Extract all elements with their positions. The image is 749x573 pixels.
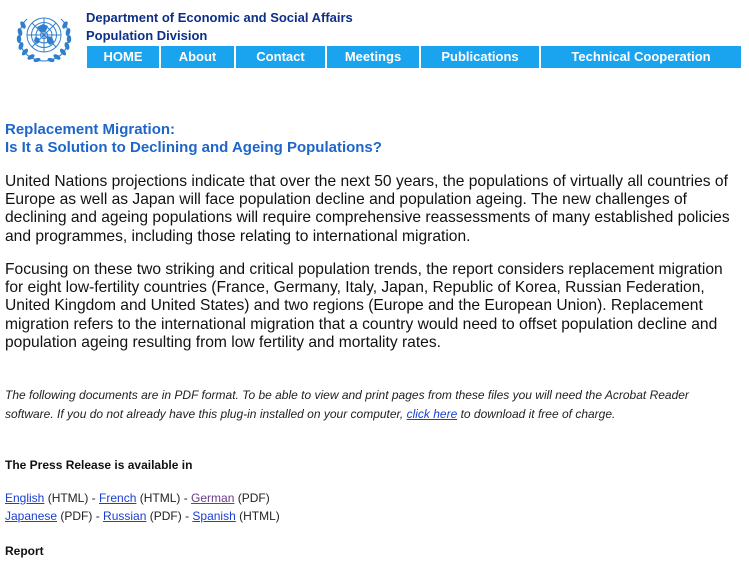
nav-contact[interactable]: Contact	[236, 46, 325, 68]
pdf-note-text: The following documents are in PDF format. To be able to view and print pages from these files you will need the Acrobat Reader software. If you do not already have this plug-in installed on your computer,	[5, 388, 689, 421]
press-release-links-row2	[5, 508, 280, 525]
nav-home[interactable]: HOME	[87, 46, 159, 68]
press-release-heading: The Press Release is available in	[5, 458, 193, 472]
press-japanese-link[interactable]: Japanese	[5, 509, 58, 523]
report-heading: Report	[5, 544, 44, 558]
press-japanese-format: (PDF) -	[57, 509, 104, 523]
press-english-link[interactable]: English	[5, 491, 45, 505]
pdf-format-note	[5, 386, 740, 423]
department-name: Department of Economic and Social Affairs	[86, 10, 353, 25]
press-spanish-format: (HTML)	[235, 509, 280, 523]
press-release-links-row1	[5, 490, 270, 507]
press-german-link[interactable]: German	[191, 491, 235, 505]
nav-technical-cooperation[interactable]: Technical Cooperation	[541, 46, 741, 68]
nav-meetings[interactable]: Meetings	[327, 46, 419, 68]
press-french-format: (HTML) -	[136, 491, 192, 505]
press-english-format: (HTML) -	[44, 491, 100, 505]
press-german-format: (PDF)	[234, 491, 270, 505]
nav-publications[interactable]: Publications	[421, 46, 539, 68]
page-title-line2: Is It a Solution to Declining and Ageing Populations?	[5, 139, 382, 156]
press-russian-link[interactable]: Russian	[103, 509, 147, 523]
press-spanish-link[interactable]: Spanish	[192, 509, 236, 523]
acrobat-download-link[interactable]: click here	[406, 406, 458, 421]
nav-about[interactable]: About	[161, 46, 234, 68]
division-name: Population Division	[86, 28, 208, 43]
page-title-line1: Replacement Migration:	[5, 121, 176, 138]
site-header	[0, 0, 749, 70]
page-title	[5, 121, 382, 157]
main-navigation	[87, 46, 741, 68]
intro-paragraph: United Nations projections indicate that over the next 50 years, the populations of virtually all countries of Europe as well as Japan will face population decline and population ageing. The new challenges of declining and ageing populations will require comprehensive reassessments of many established policies and programmes, including those relating to international migration.	[5, 173, 730, 245]
press-russian-format: (PDF) -	[146, 509, 193, 523]
focus-paragraph: Focusing on these two striking and critical population trends, the report considers replacement migration for eight low-fertility countries (France, Germany, Italy, Japan, Republic of Korea, Russian Federation, United Kingdom and United States) and two regions (Europe and the European Union). Replacement migration refers to the international migration that a country would need to offset population decline and population ageing resulting from low fertility and mortality rates.	[5, 261, 723, 351]
un-emblem-icon	[13, 9, 75, 63]
pdf-note-text-end: to download it free of charge.	[457, 406, 616, 421]
press-french-link[interactable]: French	[99, 491, 137, 505]
